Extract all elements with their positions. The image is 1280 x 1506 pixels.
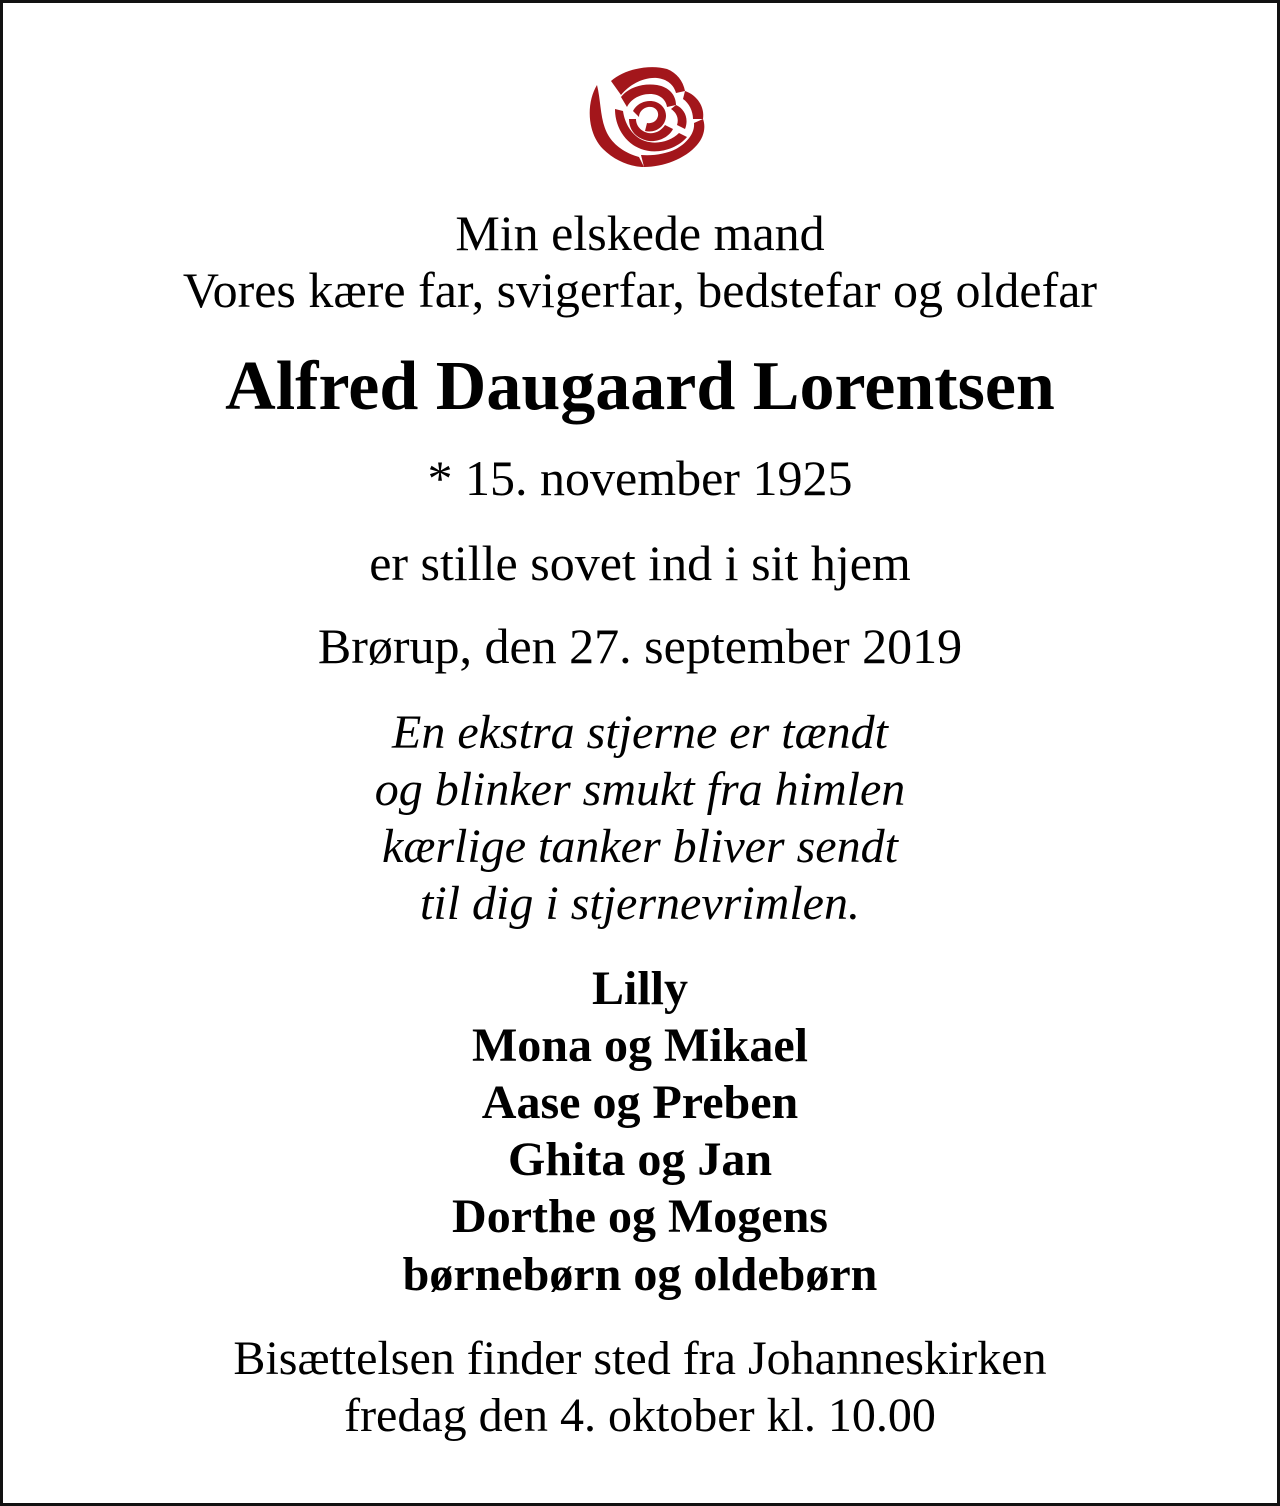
signatory-name: Dorthe og Mogens (452, 1190, 828, 1243)
birth-date: * 15. november 1925 (427, 450, 853, 506)
intro-line-family: Vores kære far, svigerfar, bedstefar og oldefar (182, 262, 1098, 318)
rose-icon (581, 61, 709, 173)
poem-line: til dig i stjernevrimlen. (420, 877, 860, 930)
signatory-name: Lilly (591, 962, 689, 1015)
intro-line-wife: Min elskede mand (455, 205, 825, 261)
signatory-name: Mona og Mikael (472, 1019, 808, 1072)
funeral-datetime: fredag den 4. oktober kl. 10.00 (344, 1389, 936, 1442)
poem-line: kærlige tanker bliver sendt (382, 820, 898, 873)
place-and-date: Brørup, den 27. september 2019 (317, 618, 963, 674)
funeral-location: Bisættelsen finder sted fra Johanneskirken (233, 1332, 1047, 1385)
passing-statement: er stille sovet ind i sit hjem (369, 535, 911, 591)
poem-line: og blinker smukt fra himlen (374, 763, 906, 816)
poem-line: En ekstra stjerne er tændt (392, 706, 888, 759)
signatory-name: børnebørn og oldebørn (402, 1248, 878, 1301)
signatory-name: Aase og Preben (481, 1076, 799, 1129)
signatory-name: Ghita og Jan (507, 1133, 773, 1186)
deceased-name: Alfred Daugaard Lorentsen (225, 348, 1055, 425)
